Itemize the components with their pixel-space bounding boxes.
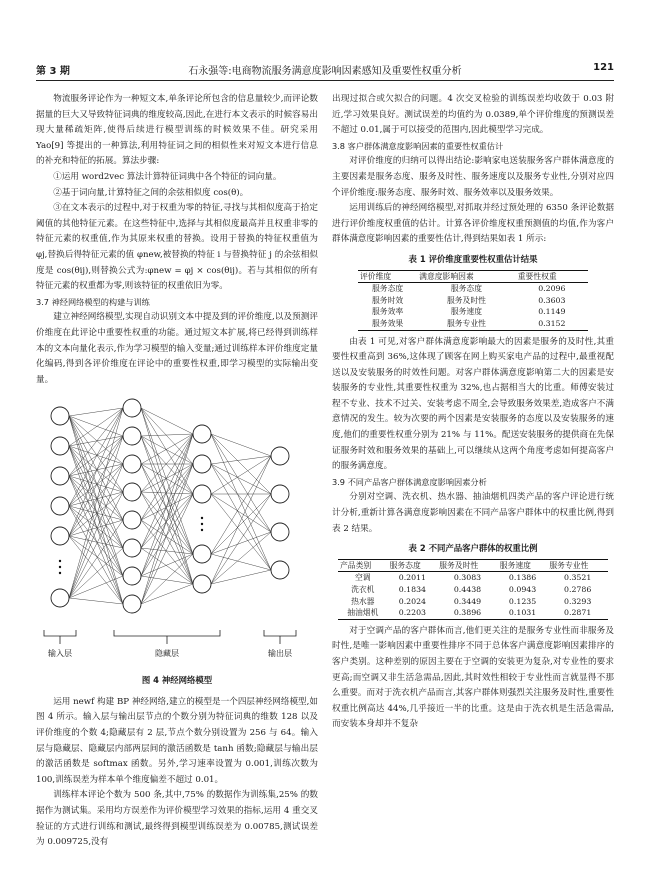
connection	[211, 464, 271, 494]
table-cell: 0.3293	[564, 596, 592, 606]
table-header: 产品类别	[338, 559, 388, 572]
table-cell: 服务专业性	[417, 318, 516, 330]
paragraph: 对于空调产品的客户群体而言,他们更关注的是服务专业性而非服务及时性,是唯一影响因素中重要性排序不同于总体客户满意度影响因素排序的客户类别。这种差别的原因主要在于空调的安装更为复杂,对专业性的要求更高;而空调又非生活急需品,因此,其时效性相较于专业性而言就显得不那么重要。而对于洗衣机产品而言,其客户群体则强烈关注服务及时性,重要性权重比例高达 44%,几乎接近一半的比重。这是由于洗衣机是生活急需品,而安装本身却并不复杂	[332, 625, 614, 730]
neuron-node	[271, 485, 289, 503]
table-cell: 0.3449	[453, 596, 482, 606]
neuron-node	[51, 589, 69, 607]
output-bracket	[264, 630, 296, 636]
connection	[141, 492, 193, 554]
table-cell: 服务速度	[450, 307, 483, 317]
table-row	[358, 306, 588, 318]
table-cell: 服务态度	[450, 284, 483, 294]
connection	[211, 570, 271, 584]
neuron-node	[271, 523, 289, 541]
paragraph: 出现过拟合或欠拟合的问题。4 次交叉检验的训练误差均收敛于 0.03 附近,学习效果良好。测试误差的均值约为 0.0389,单个评价维度的预测误差不超过 0.01,属于可以接受的范围内,因此模型学习完成。	[332, 94, 614, 136]
ellipsis-dot	[201, 529, 203, 531]
table-cell: 0.2011	[398, 573, 427, 583]
table-cell: 0.4438	[453, 585, 482, 594]
algorithm-step-3: ③在文本表示的过程中,对于权重为零的特征,寻找与其相似度高于拾定阈值的其他特征元素。在这些特征中,选择与其相似度最高并且权重非零的特征元素的权重值,作为其原来权重的替换。设用于替换的特征权重值为 φj,替换后得特征元素的值 φnew,被替换的特征 i 与替换特征 j 的余弦相似度是 cos(θij),则替换公式为:φnew = φj × cos(θij)。若与其相似的所有特征元素的权重都为零,则该特征的权重依旧为零。	[36, 203, 318, 292]
connection	[69, 416, 123, 604]
section-heading-3-9: 3.9 不同产品客户群体满意度影响因素分析	[332, 476, 487, 487]
neuron-node	[123, 595, 141, 613]
connection	[211, 532, 271, 554]
table-cell: 0.2871	[547, 607, 608, 619]
table-cell: 0.3603	[538, 295, 566, 305]
table-cell: 0.3896	[437, 607, 498, 619]
connection	[141, 494, 193, 548]
page-header	[36, 62, 614, 78]
neuron-node	[193, 425, 211, 443]
figure-caption: 图 4 神经网络模型	[141, 675, 213, 686]
connection	[211, 494, 271, 554]
connection	[141, 434, 193, 492]
right-column	[332, 92, 614, 733]
table-row	[338, 572, 608, 584]
algorithm-step-2: ②基于词向量,计算特征之间的余弦相似度 cos(θ)。	[53, 187, 249, 198]
table-row	[358, 283, 588, 295]
table-cell: 0.1149	[538, 307, 566, 317]
paragraph: 由表 1 可见,对客户群体满意度影响最大的因素是服务的及时性,其重要性权重高到 36%,这体现了顾客在网上购买家电产品的过程中,最重视配送以及安装服务的时效性问题。对客户群体满意度影响第二大的因素是安装服务的专业性,其重要性权重为 32%,也占据相当大的比重。师傅安装过程不专业、技术不过关、安装考虑不周全,会导致服务效果差,造成客户不满意情况的发生。较为次要的两个因素是安装服务的态度以及安装服务的速度,他们的重要性权重分别为 21% 与 11%。配送安装服务的提供商在先保证服务时效和服务效果的基础上,可以继续从这两个角度考虑如何提高客户的服务满意度。	[332, 336, 614, 472]
hidden-bracket	[114, 630, 220, 636]
connection	[69, 476, 123, 520]
table-row	[338, 607, 608, 619]
table-cell: 服务效率	[371, 307, 404, 317]
table-cell: 0.3521	[564, 573, 592, 583]
table-cell: 洗衣机	[351, 585, 375, 594]
layer-brackets	[44, 630, 296, 644]
table-cell: 热水器	[351, 596, 375, 606]
table-cell: 0.3083	[453, 573, 482, 583]
connection	[211, 434, 271, 570]
table-row	[358, 295, 588, 307]
neuron-node	[193, 485, 211, 503]
neuron-node	[193, 545, 211, 563]
connection	[211, 494, 271, 532]
table-row	[338, 596, 608, 608]
table-cell: 服务及时性	[446, 295, 486, 305]
connection	[69, 576, 123, 598]
section-heading-3-8: 3.8 客户群体满意度影响因素的重要性权重估计	[332, 140, 504, 151]
connection	[211, 434, 271, 456]
neuron-node	[51, 527, 69, 545]
table-cell: 0.3152	[516, 318, 588, 330]
paragraph: 建立神经网络模型,实现自动识别文本中提及到的评价维度,以及预测评价维度在此评论中重要性权重的功能。通过短文本扩展,将已经得到训练样本的文本向量化表示,作为学习模型的输入变量;通过训练样本评价维度定量化编码,得到各评价维度在评论中的重要性权重,即学习模型的实际输出变量。	[36, 312, 318, 385]
connection	[211, 456, 271, 464]
table-header: 满意度影响因素	[417, 270, 516, 283]
table-cell: 0.1031	[498, 607, 548, 619]
input-layer-label: 输入层	[48, 649, 72, 659]
neuron-node	[271, 447, 289, 465]
table-cell: 0.2024	[398, 596, 427, 606]
table-2-caption: 表 2 不同产品客户群体的权重比例	[408, 543, 538, 554]
hidden-layer-label: 隐藏层	[155, 649, 179, 659]
neuron-node	[51, 407, 69, 425]
table-cell: 0.1834	[398, 585, 427, 594]
neuron-node	[123, 455, 141, 473]
ellipsis-dot	[59, 566, 61, 568]
paragraph: 物流服务评论作为一种短文本,单条评论所包含的信息量较少,而评论数据量的巨大又导致特征词典的维度较高,因此,在进行本文表示的时候容易出现大量稀疏矩阵,使得后续进行模型训练的时候效果不佳。研究采用 Yao[9] 等提出的一种算法,利用特征词之间的相似性来对短文本进行信息的补充和特征的拓展。算法步骤:	[36, 94, 318, 167]
connection	[211, 464, 271, 532]
table-cell: 0.1235	[508, 596, 537, 606]
header-rule	[36, 80, 614, 81]
neuron-node	[123, 567, 141, 585]
table-cell: 0.2203	[388, 607, 438, 619]
table-cell: 0.2786	[564, 585, 592, 594]
neuron-node	[123, 539, 141, 557]
table-cell: 0.0943	[508, 585, 537, 594]
connection	[69, 492, 123, 536]
ellipsis-dot	[201, 517, 203, 519]
table-header: 评价维度	[358, 270, 417, 283]
connection	[141, 520, 193, 584]
connection-group	[69, 408, 271, 604]
ellipsis-dot	[201, 523, 203, 525]
table-header: 服务及时性	[437, 559, 498, 572]
connection	[211, 532, 271, 584]
neural-network-figure	[36, 394, 318, 669]
connection	[69, 436, 123, 536]
neuron-node	[51, 437, 69, 455]
connection	[69, 416, 123, 520]
neuron-node	[123, 511, 141, 529]
table-2	[338, 559, 608, 620]
table-cell: 0.2096	[538, 284, 566, 294]
connection	[211, 434, 271, 494]
neuron-node	[123, 399, 141, 417]
table-cell: 0.1386	[508, 573, 537, 583]
output-layer-label: 输出层	[268, 649, 292, 659]
neuron-node	[51, 467, 69, 485]
paragraph: 运用训练后的神经网络模型,对抓取并经过预处理的 6350 条评论数据进行评价维度权重值的估计。计算各评价维度权重预测值的均值,作为客户群体满意度影响因素的重要性估计,得到结果如表 1 所示:	[332, 203, 614, 245]
connection	[141, 436, 193, 554]
ellipsis-dot	[59, 572, 61, 574]
paragraph: 运用 newf 构建 BP 神经网络,建立的模型是一个四层神经网络模型,如图 4 所示。输入层与输出层节点的个数分别为特征词典的维数 128 以及评价维度的个数 4;隐藏层有 2 层,节点个数分别设置为 256 与 64。输入层与隐藏层、隐藏层内部两层间的激活函数是 tanh 函数;隐藏层与输出层的激活函数是 softmax 函数。另外,学习速率设置为 0.001,训练次数为 100,训练误差为样本单个维度偏差不超过 0.01。	[36, 696, 318, 785]
running-title: 石永强等:电商物流服务满意度影响因素感知及重要性权重分析	[188, 66, 462, 77]
page-number: 121	[593, 62, 614, 73]
neuron-node	[193, 575, 211, 593]
table-header: 服务速度	[498, 559, 548, 572]
connection	[69, 436, 123, 446]
neuron-node	[123, 483, 141, 501]
table-1-caption: 表 1 评价维度重要性权重估计结果	[408, 253, 538, 264]
table-row	[338, 584, 608, 596]
paragraph: 分别对空调、洗衣机、热水器、抽油烟机四类产品的客户评论进行统计分析,重新计算各满意度影响因素在不同产品客户群体中的权重比例,得到表 2 结果。	[332, 492, 614, 534]
table-header: 重要性权重	[516, 270, 588, 283]
table-cell: 服务态度	[371, 284, 404, 294]
section-heading-3-7: 3.7 神经网络模型的构建与训练	[36, 296, 150, 307]
neural-network-diagram	[36, 394, 318, 669]
issue-number: 第 3 期	[36, 66, 70, 77]
table-row	[358, 318, 588, 330]
connection	[141, 464, 193, 520]
connection	[141, 464, 193, 494]
input-bracket	[44, 630, 76, 636]
paragraph: 对评价维度的归纳可以得出结论:影响家电送装服务客户群体满意度的主要因素是服务态度、服务及时性、服务速度以及服务专业性,分别对应四个评价维度:服务态度、服务时效、服务效率以及服务效果。	[332, 156, 614, 198]
connection	[69, 416, 123, 436]
neuron-node	[123, 427, 141, 445]
neuron-node	[193, 455, 211, 473]
table-header: 服务态度	[388, 559, 438, 572]
algorithm-step-1: ①运用 word2vec 算法计算特征词典中各个特征的词向量。	[53, 171, 282, 182]
left-column	[36, 92, 318, 851]
neuron-node	[51, 497, 69, 515]
connection	[141, 464, 193, 554]
connection	[69, 492, 123, 506]
neuron-node	[271, 561, 289, 579]
connection	[69, 408, 123, 416]
connection	[69, 476, 123, 548]
connection	[211, 554, 271, 570]
connection	[141, 554, 193, 576]
connection	[69, 408, 123, 598]
table-cell: 抽油烟机	[338, 607, 388, 619]
connection	[141, 464, 193, 492]
connection	[141, 434, 193, 576]
table-cell: 服务效果	[358, 318, 417, 330]
connection	[69, 520, 123, 598]
table-header: 服务专业性	[547, 559, 608, 572]
table-1	[358, 270, 588, 331]
paragraph: 训练样本评论个数为 500 条,其中,75% 的数据作为训练集,25% 的数据作为测试集。采用均方误差作为评价模型学习效果的指标,运用 4 重交叉验证的方式进行训练和测试,最终得到模型训练误差为 0.00785,测试误差为 0.009725,没有	[36, 790, 318, 848]
ellipsis-dot	[59, 560, 61, 562]
table-cell: 服务时效	[371, 295, 404, 305]
table-cell: 空调	[355, 573, 371, 583]
connection	[69, 598, 123, 604]
